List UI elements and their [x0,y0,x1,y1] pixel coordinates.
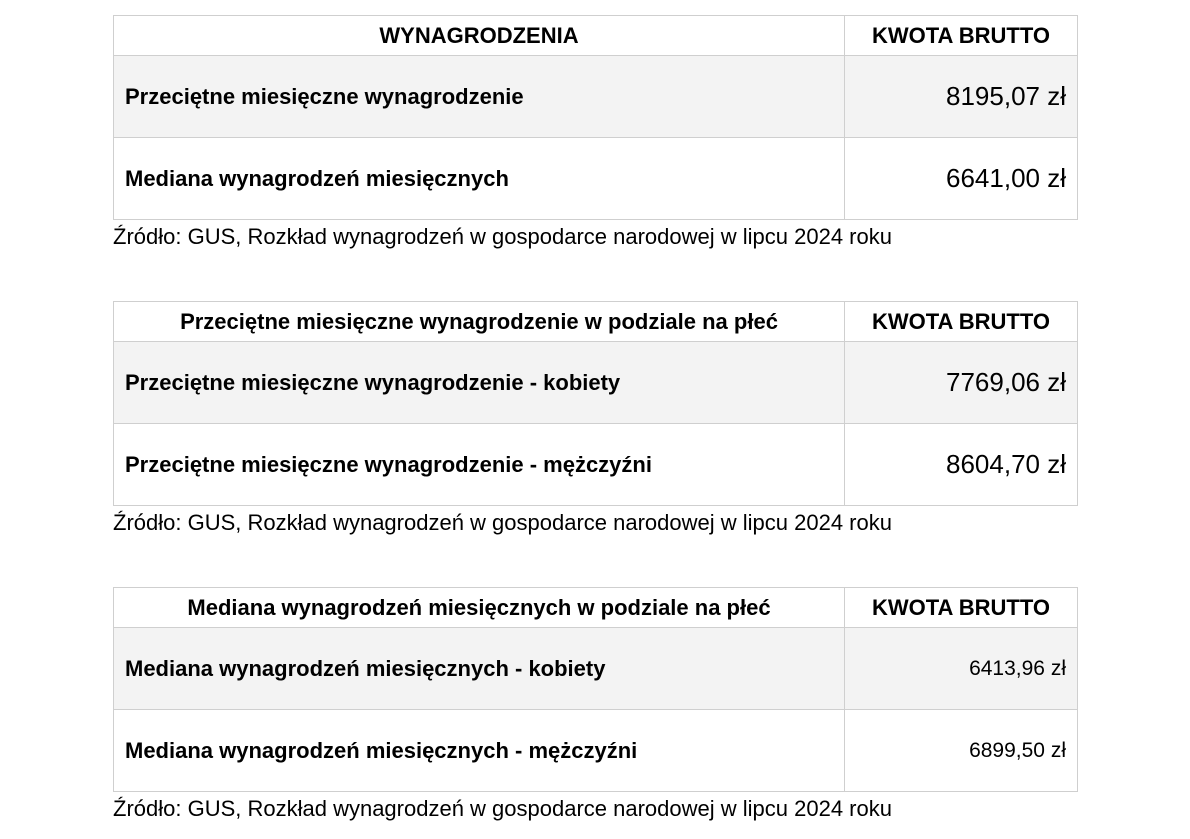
table-row [114,56,1078,138]
table-header-row [114,16,1078,56]
row-value: 7769,06 zł [845,342,1078,424]
source-note: Źródło: GUS, Rozkład wynagrodzeń w gospodarce narodowej w lipcu 2024 roku [113,796,892,821]
row-label: Mediana wynagrodzeń miesięcznych - mężczyźni [114,710,845,792]
source-note: Źródło: GUS, Rozkład wynagrodzeń w gospodarce narodowej w lipcu 2024 roku [113,510,892,535]
table-row [114,710,1078,792]
row-value: 8604,70 zł [845,424,1078,506]
salary-by-gender-table-block [113,301,1077,536]
column-header-value: KWOTA BRUTTO [845,16,1078,56]
row-label: Przeciętne miesięczne wynagrodzenie [114,56,845,138]
median-by-gender-table [113,587,1078,792]
salary-by-gender-table [113,301,1078,506]
table-header-row [114,302,1078,342]
table-header-row [114,588,1078,628]
row-value: 6413,96 zł [845,628,1078,710]
row-value: 6899,50 zł [845,710,1078,792]
column-header-value: KWOTA BRUTTO [845,588,1078,628]
column-header-label: Przeciętne miesięczne wynagrodzenie w podziale na płeć [114,302,845,342]
row-label: Przeciętne miesięczne wynagrodzenie - kobiety [114,342,845,424]
column-header-label: WYNAGRODZENIA [114,16,845,56]
row-label: Mediana wynagrodzeń miesięcznych - kobiety [114,628,845,710]
source-note: Źródło: GUS, Rozkład wynagrodzeń w gospodarce narodowej w lipcu 2024 roku [113,224,892,249]
table-row [114,424,1078,506]
column-header-value: KWOTA BRUTTO [845,302,1078,342]
row-value: 6641,00 zł [845,138,1078,220]
row-label: Mediana wynagrodzeń miesięcznych [114,138,845,220]
table-row [114,342,1078,424]
row-value: 8195,07 zł [845,56,1078,138]
column-header-label: Mediana wynagrodzeń miesięcznych w podziale na płeć [114,588,845,628]
salary-table-block [113,15,1077,250]
median-by-gender-table-block [113,587,1077,822]
table-row [114,628,1078,710]
row-label: Przeciętne miesięczne wynagrodzenie - mężczyźni [114,424,845,506]
salary-table [113,15,1078,220]
table-row [114,138,1078,220]
